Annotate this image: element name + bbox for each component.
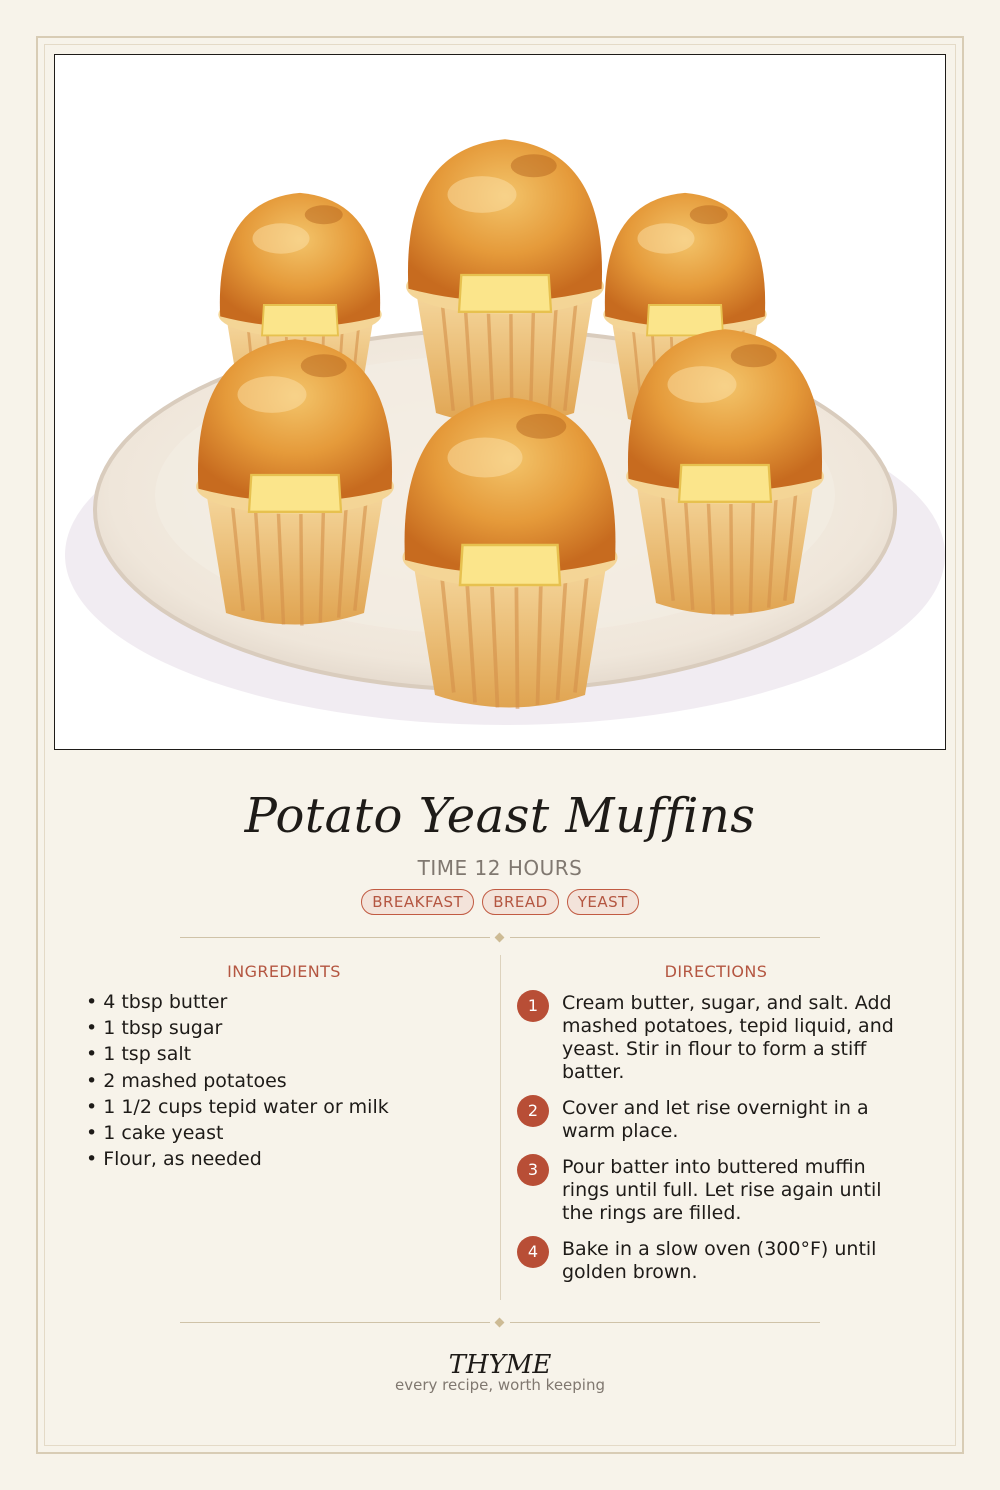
step-text: Cover and let rise overnight in a warm place. <box>562 1097 869 1142</box>
direction-step <box>516 1154 916 1225</box>
ingredient-text: 1 1/2 cups tepid water or milk <box>103 1095 389 1118</box>
ingredient-text: 1 tsp salt <box>103 1043 192 1066</box>
directions-list <box>516 990 916 1295</box>
direction-step <box>516 1236 916 1284</box>
ingredient-text: 1 cake yeast <box>103 1121 224 1144</box>
step-text: Pour batter into buttered muffin rings until full. Let rise again until the rings are filled. <box>562 1156 882 1224</box>
step-text: Cream butter, sugar, and salt. Add mashed potatoes, tepid liquid, and yeast. Stir in flour to form a stiff batter. <box>562 992 894 1083</box>
ingredient-text: 4 tbsp butter <box>103 991 228 1013</box>
section-divider-bottom <box>180 1317 820 1329</box>
list-item <box>86 1121 486 1147</box>
recipe-title: Potato Yeast Muffins <box>244 788 756 844</box>
step-number-badge: 2 <box>517 1095 549 1127</box>
recipe-photo <box>54 54 946 750</box>
ingredient-text: 1 tbsp sugar <box>103 1017 223 1040</box>
bullet-icon: • <box>86 1095 98 1118</box>
bullet-icon: • <box>86 1017 98 1040</box>
bullet-icon: • <box>86 1043 98 1066</box>
recipe-time: TIME 12 HOURS <box>417 856 583 880</box>
divider-line <box>180 937 490 938</box>
bullet-icon: • <box>86 1121 98 1144</box>
bullet-icon: • <box>86 1069 98 1092</box>
direction-step <box>516 990 916 1084</box>
divider-line <box>180 1322 490 1323</box>
list-item <box>86 1147 486 1173</box>
list-item <box>86 1069 486 1095</box>
section-divider-top <box>180 932 820 944</box>
tag-yeast[interactable]: YEAST <box>567 889 639 915</box>
bullet-icon: • <box>86 1148 98 1171</box>
tag-breakfast[interactable]: BREAKFAST <box>361 889 474 915</box>
step-number-badge: 3 <box>517 1154 549 1186</box>
tag-list <box>0 889 1000 915</box>
bullet-icon: • <box>86 991 98 1013</box>
direction-step <box>516 1095 916 1143</box>
tag-bread[interactable]: BREAD <box>482 889 559 915</box>
diamond-icon <box>495 1318 505 1328</box>
list-item <box>86 990 486 1016</box>
diamond-icon <box>495 933 505 943</box>
brand-tagline: every recipe, worth keeping <box>394 1376 605 1394</box>
ingredients-list <box>86 990 486 1173</box>
column-divider <box>500 955 501 1300</box>
brand-logo: THYME <box>448 1350 552 1380</box>
step-number-badge: 1 <box>517 990 549 1022</box>
step-text: Bake in a slow oven (300°F) until golden brown. <box>562 1238 877 1283</box>
directions-heading: DIRECTIONS <box>664 962 768 981</box>
step-number-badge: 4 <box>517 1236 549 1268</box>
list-item <box>86 1095 486 1121</box>
list-item <box>86 1042 486 1068</box>
ingredient-text: 2 mashed potatoes <box>103 1069 287 1092</box>
divider-line <box>510 937 820 938</box>
ingredient-text: Flour, as needed <box>103 1148 262 1171</box>
list-item <box>86 1016 486 1042</box>
ingredients-heading: INGREDIENTS <box>227 962 341 981</box>
divider-line <box>510 1322 820 1323</box>
